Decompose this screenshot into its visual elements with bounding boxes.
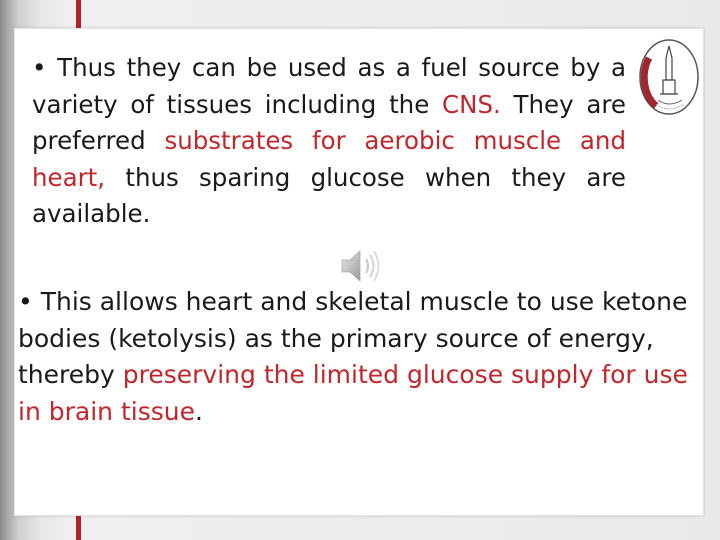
paragraph2-text-c: . [194,396,203,426]
university-seal-icon [636,36,702,118]
paragraph2-text-a: This allows heart and skeletal muscle to use ketone bodies (ketolysis) as the primary source of energy, thereby [18,287,688,389]
paragraph-fuel-source [32,50,626,233]
highlight-cns: CNS. [442,89,501,119]
bullet: • [32,53,47,82]
bullet: • [18,287,33,316]
paragraph1-text-c: They are preferred [32,89,626,155]
highlight-preserving-glucose: preserving the limited glucose supply for use in brain tissue [18,360,688,426]
speaker-icon[interactable] [340,246,384,286]
highlight-substrates: substrates for aerobic muscle and heart, [32,126,626,192]
paragraph1-text-e: thus sparing glucose when they are available. [32,162,626,228]
paragraph1-text-a: Thus they can be used as a fuel source by a variety of tissues including the [32,53,626,119]
paragraph-ketolysis [18,284,698,430]
